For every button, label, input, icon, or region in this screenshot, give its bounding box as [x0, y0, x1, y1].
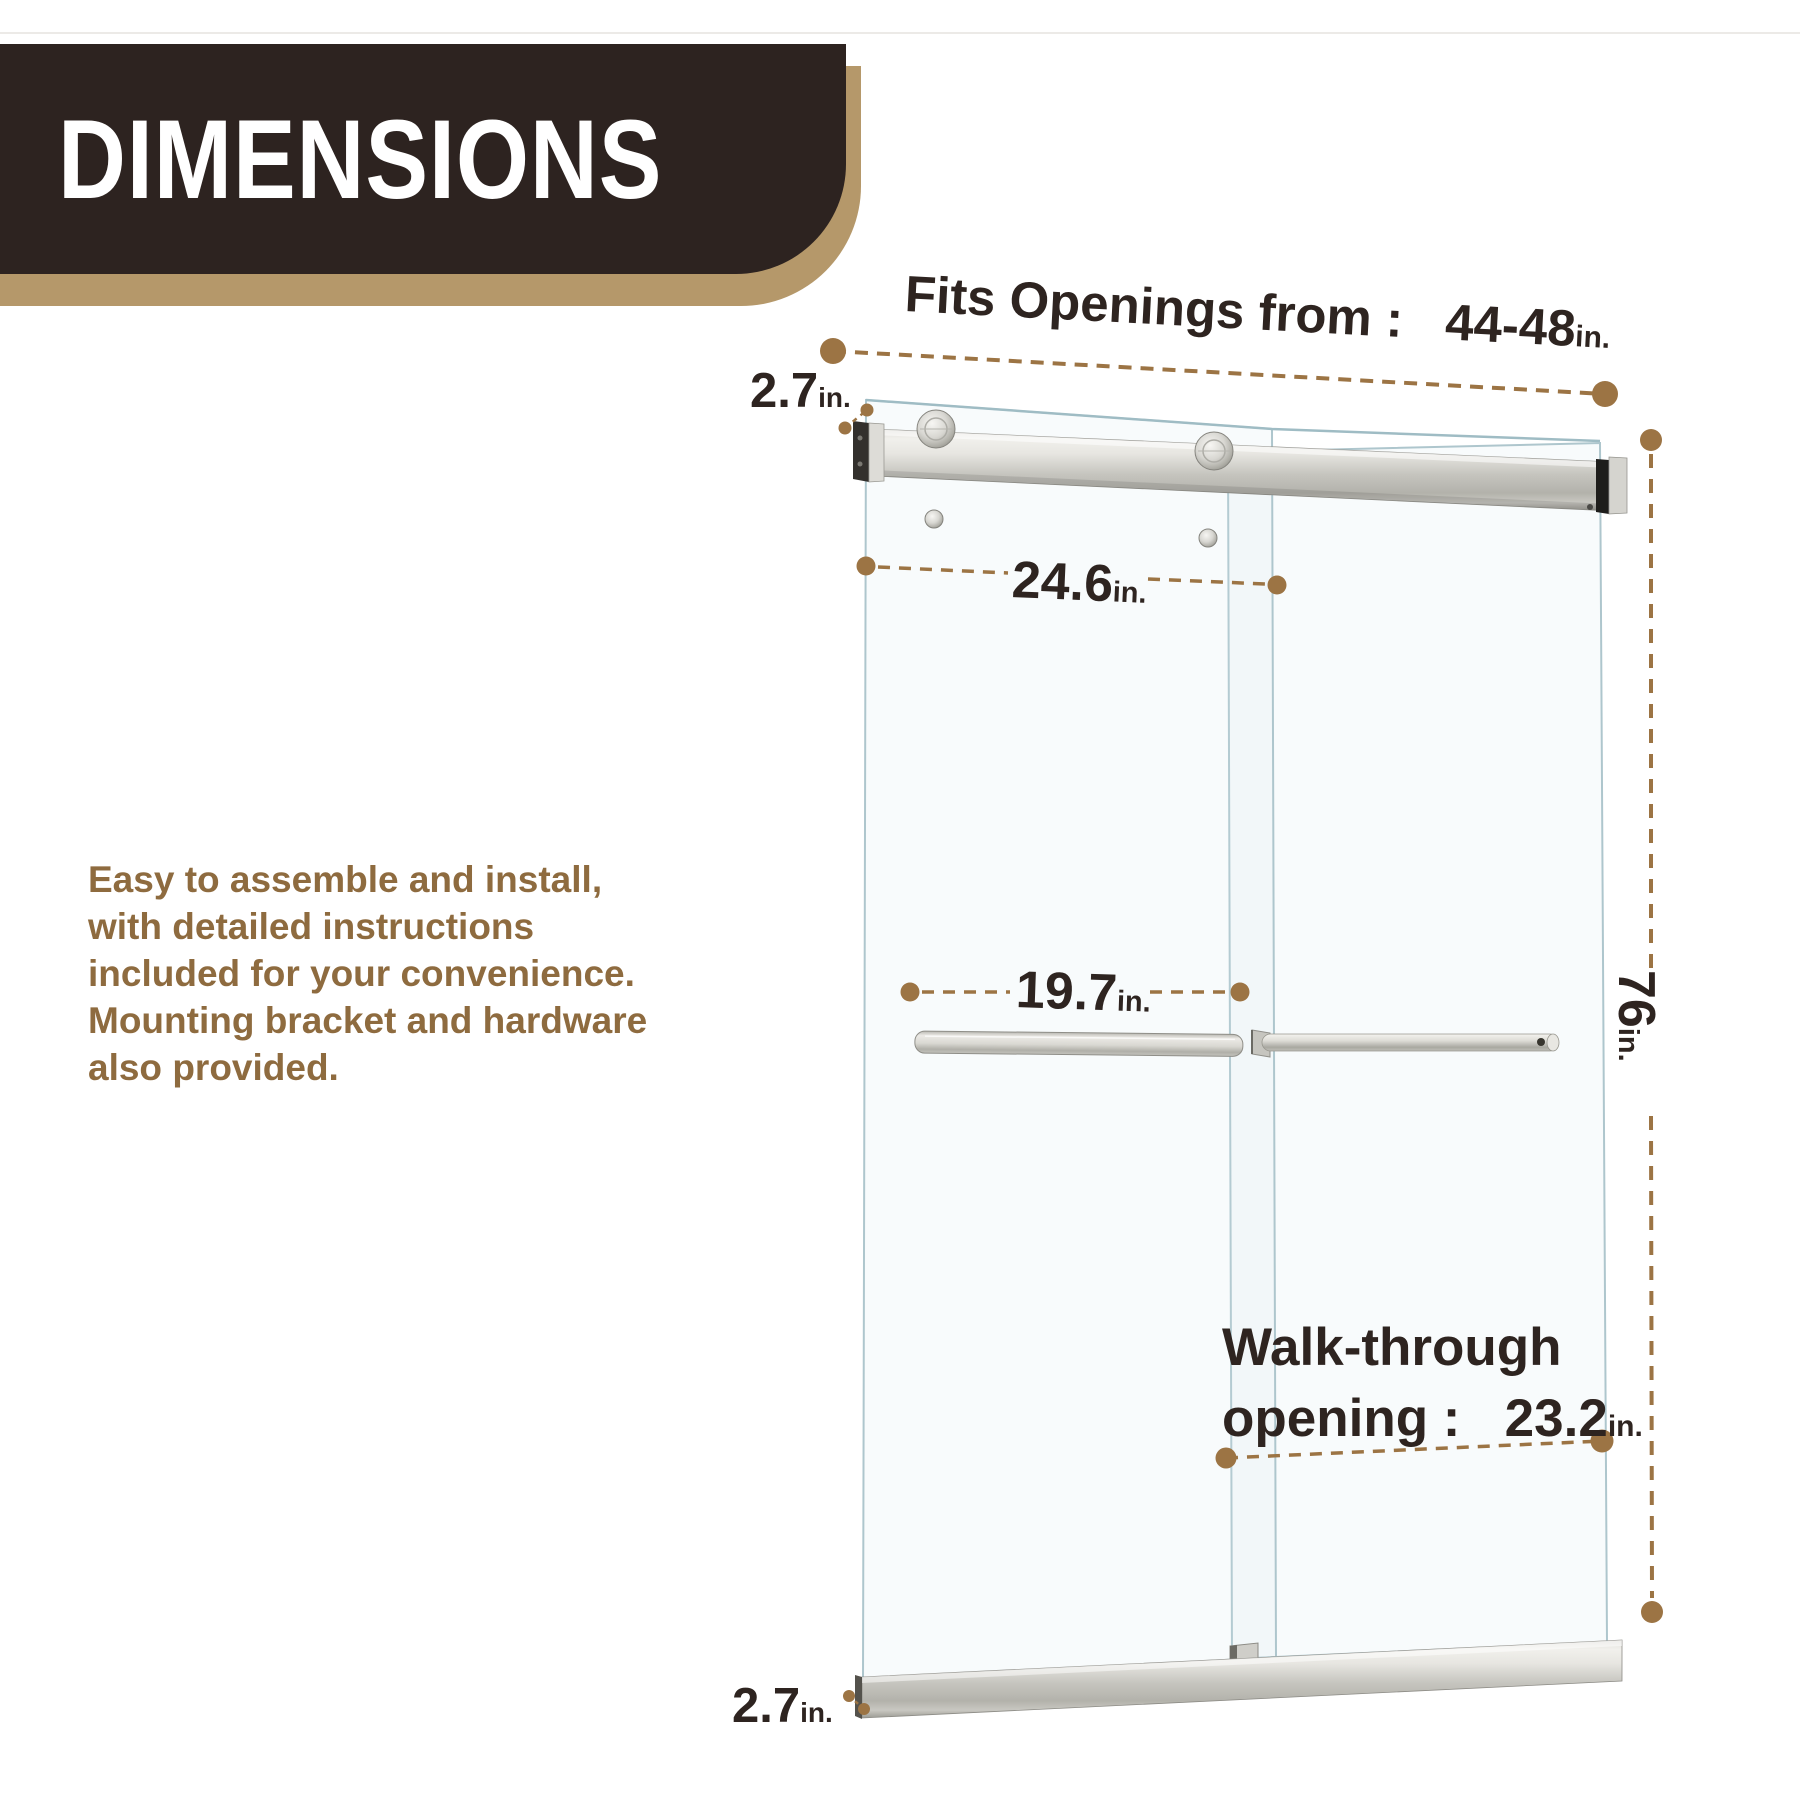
threshold-height-value: 2.7	[732, 1679, 801, 1733]
rail-height-value: 2.7	[750, 364, 819, 418]
anti-jump-wheel-right	[1199, 529, 1217, 547]
label-rail-height	[750, 363, 851, 419]
door-panel-width-unit: in.	[1112, 576, 1148, 610]
description-line: Easy to assemble and install,	[88, 859, 603, 900]
fits-openings-value: 44-48	[1443, 293, 1578, 358]
anti-jump-wheel-left	[925, 510, 943, 528]
rail-height-unit: in.	[818, 382, 851, 413]
walk-through-value: 23.2	[1504, 1389, 1608, 1448]
roller-left	[917, 410, 955, 448]
rail-end-bracket	[1596, 459, 1609, 514]
handle-width-unit: in.	[1116, 985, 1152, 1019]
label-handle-width	[1015, 960, 1152, 1025]
label-door-panel-width	[1011, 550, 1149, 616]
label-walk-through	[1222, 1312, 1643, 1462]
fits-openings-unit: in.	[1574, 320, 1612, 355]
description-line: included for your convenience.	[88, 953, 635, 994]
overall-height-unit: in.	[1612, 1027, 1644, 1062]
wall-bracket	[853, 421, 869, 482]
front-door-handle	[915, 1031, 1243, 1056]
walk-through-line2: opening : 23.2in.	[1222, 1389, 1643, 1448]
label-threshold-height	[732, 1678, 833, 1734]
label-overall-height	[1606, 970, 1666, 1062]
walk-through-unit: in.	[1607, 1410, 1643, 1443]
description-line: Mounting bracket and hardware	[88, 1000, 648, 1041]
roller-right	[1195, 432, 1233, 470]
door-panel-width-value: 24.6	[1010, 551, 1115, 614]
description-line: also provided.	[88, 1047, 339, 1088]
walk-through-line1: Walk-through	[1222, 1318, 1562, 1377]
handle-width-value: 19.7	[1014, 961, 1119, 1023]
page-title: DIMENSIONS	[58, 96, 663, 222]
description-line: with detailed instructions	[88, 906, 535, 947]
threshold-height-unit: in.	[800, 1697, 833, 1728]
overall-height-value: 76	[1607, 970, 1665, 1028]
fits-openings-text: Fits Openings from :	[903, 265, 1405, 349]
